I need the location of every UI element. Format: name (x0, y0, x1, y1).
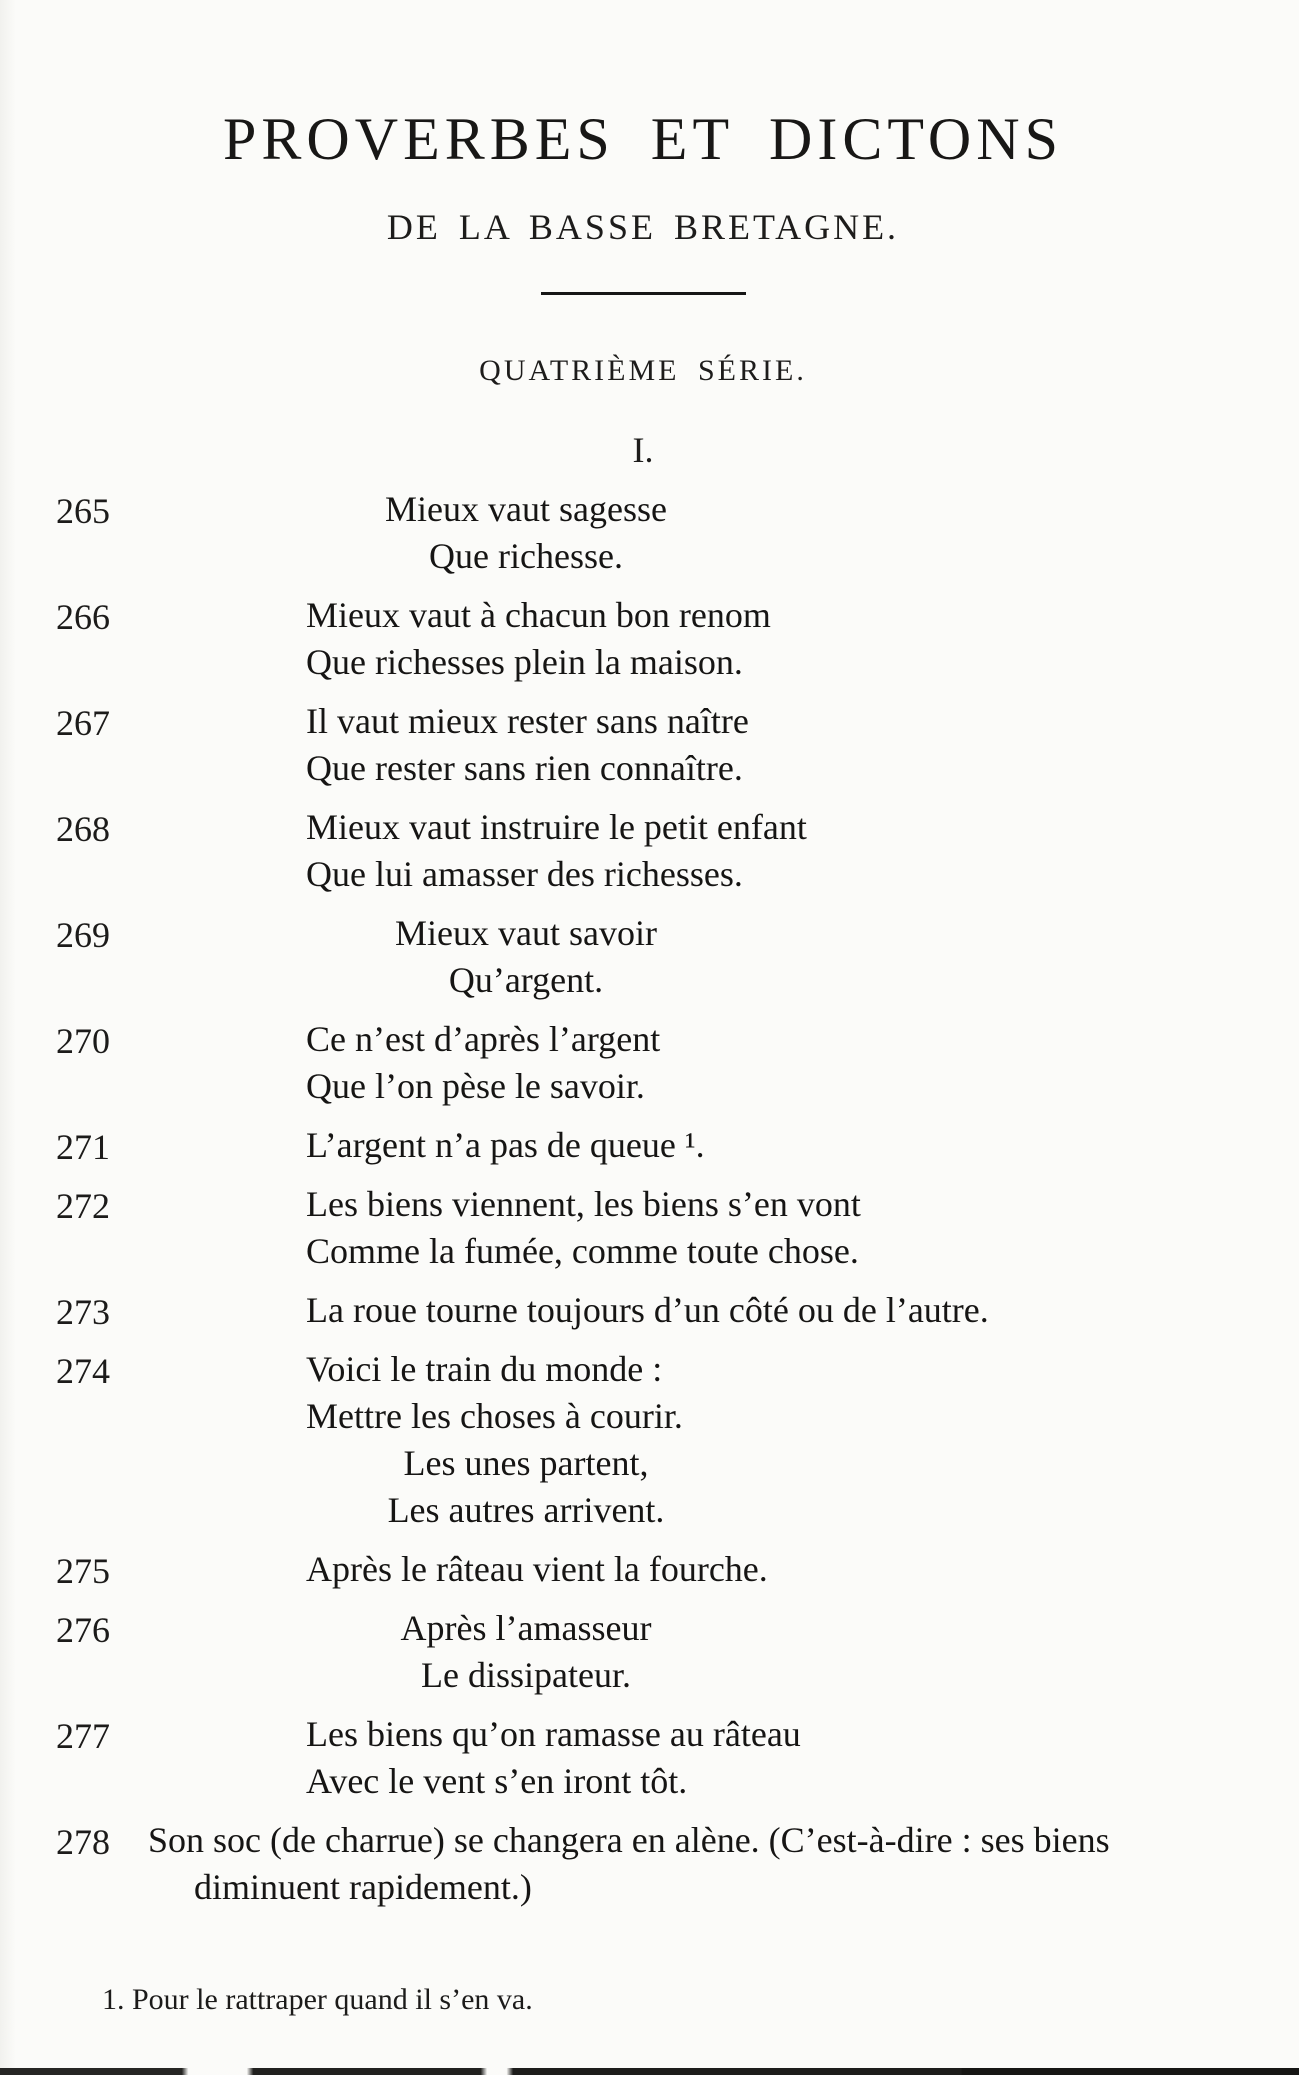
proverb-line: Mieux vaut instruire le petit enfant (306, 807, 807, 847)
proverb-line: Après l’amasseur (400, 1608, 652, 1648)
proverb-lines (306, 1287, 1299, 1334)
proverb-line: Ce n’est d’après l’argent (306, 1019, 661, 1059)
proverb-entry (0, 1546, 1299, 1593)
proverb-line: Que lui amasser des richesses. (306, 854, 743, 894)
proverb-line: Il vaut mieux rester sans naître (306, 701, 749, 741)
proverb-entry (0, 698, 1299, 792)
proverb-lines (306, 592, 1299, 686)
proverb-line: Les biens qu’on ramasse au râteau (306, 1714, 801, 1754)
proverb-lines (306, 804, 1299, 898)
proverb-number: 275 (56, 1551, 110, 1591)
proverb-number: 273 (56, 1292, 110, 1332)
divider-rule (541, 292, 746, 295)
proverb-line: Que richesses plein la maison. (306, 642, 743, 682)
proverb-line: Que richesse. (429, 536, 623, 576)
proverb-line: L’argent n’a pas de queue ¹. (306, 1125, 705, 1165)
proverb-line: La roue tourne toujours d’un côté ou de l’autre. (306, 1290, 989, 1330)
proverb-lines (306, 698, 1299, 792)
proverb-entry (0, 486, 1299, 580)
proverb-line: Mieux vaut sagesse (385, 489, 667, 529)
proverb-number: 271 (56, 1127, 110, 1167)
proverb-line: Les biens viennent, les biens s’en vont (306, 1184, 861, 1224)
proverb-entry (0, 910, 1299, 1004)
proverb-entry (0, 1711, 1299, 1805)
proverb-entry (0, 1605, 1299, 1699)
proverb-number: 276 (56, 1610, 110, 1650)
proverb-line: Que l’on pèse le savoir. (306, 1066, 645, 1106)
proverb-entry (0, 1122, 1299, 1169)
proverb-line: Que rester sans rien connaître. (306, 748, 743, 788)
proverb-line: Comme la fumée, comme toute chose. (306, 1231, 859, 1271)
page-subtitle: DE LA BASSE BRETAGNE. (386, 207, 900, 247)
proverb-entry (0, 1181, 1299, 1275)
proverb-line: Mieux vaut savoir (395, 913, 657, 953)
proverb-lines (306, 1016, 1299, 1110)
proverb-line: Voici le train du monde : (306, 1349, 663, 1389)
proverb-line: Le dissipateur. (421, 1655, 631, 1695)
proverb-lines (306, 486, 1299, 580)
proverb-line: diminuent rapidement.) (194, 1867, 532, 1907)
scan-edge-artifact (0, 2068, 1299, 2075)
proverb-number: 274 (56, 1351, 110, 1391)
proverb-entry (0, 1817, 1299, 1911)
proverb-number: 272 (56, 1186, 110, 1226)
proverb-line: Son soc (de charrue) se changera en alène. (C’est-à-dire : ses biens (148, 1820, 1110, 1860)
proverb-line: Les autres arrivent. (387, 1490, 665, 1530)
proverb-entry (0, 1346, 1299, 1534)
proverb-line: Après le râteau vient la fourche. (306, 1549, 768, 1589)
proverb-line: Les unes partent, (403, 1443, 649, 1483)
proverb-lines (306, 910, 1299, 1004)
proverb-number: 265 (56, 491, 110, 531)
proverb-number: 268 (56, 809, 110, 849)
proverb-line: Qu’argent. (448, 960, 604, 1000)
proverb-number: 270 (56, 1021, 110, 1061)
footnote: 1. Pour le rattraper quand il s’en va. (102, 1983, 533, 2016)
proverb-lines (306, 1711, 1299, 1805)
proverb-lines (306, 1605, 1299, 1699)
proverb-number: 266 (56, 597, 110, 637)
proverb-entry (0, 1016, 1299, 1110)
proverb-number: 278 (56, 1822, 110, 1862)
proverb-entry (0, 804, 1299, 898)
section-heading: I. (632, 430, 654, 470)
page-title: PROVERBES ET DICTONS (223, 106, 1063, 172)
page-header (0, 108, 1286, 469)
proverb-line: Mieux vaut à chacun bon renom (306, 595, 771, 635)
proverb-line: Mettre les choses à courir. (306, 1396, 683, 1436)
proverb-line: Avec le vent s’en iront tôt. (306, 1761, 688, 1801)
proverb-number: 269 (56, 915, 110, 955)
series-heading: QUATRIÈME SÉRIE. (479, 354, 807, 387)
proverb-entry (0, 592, 1299, 686)
proverb-number: 267 (56, 703, 110, 743)
proverb-lines (306, 1546, 1299, 1593)
proverb-lines (306, 1181, 1299, 1275)
proverb-lines (306, 1346, 1299, 1534)
proverb-lines (148, 1817, 1269, 1911)
proverb-list (0, 486, 1299, 1911)
proverb-entry (0, 1287, 1299, 1334)
proverb-lines (306, 1122, 1299, 1169)
proverb-number: 277 (56, 1716, 110, 1756)
